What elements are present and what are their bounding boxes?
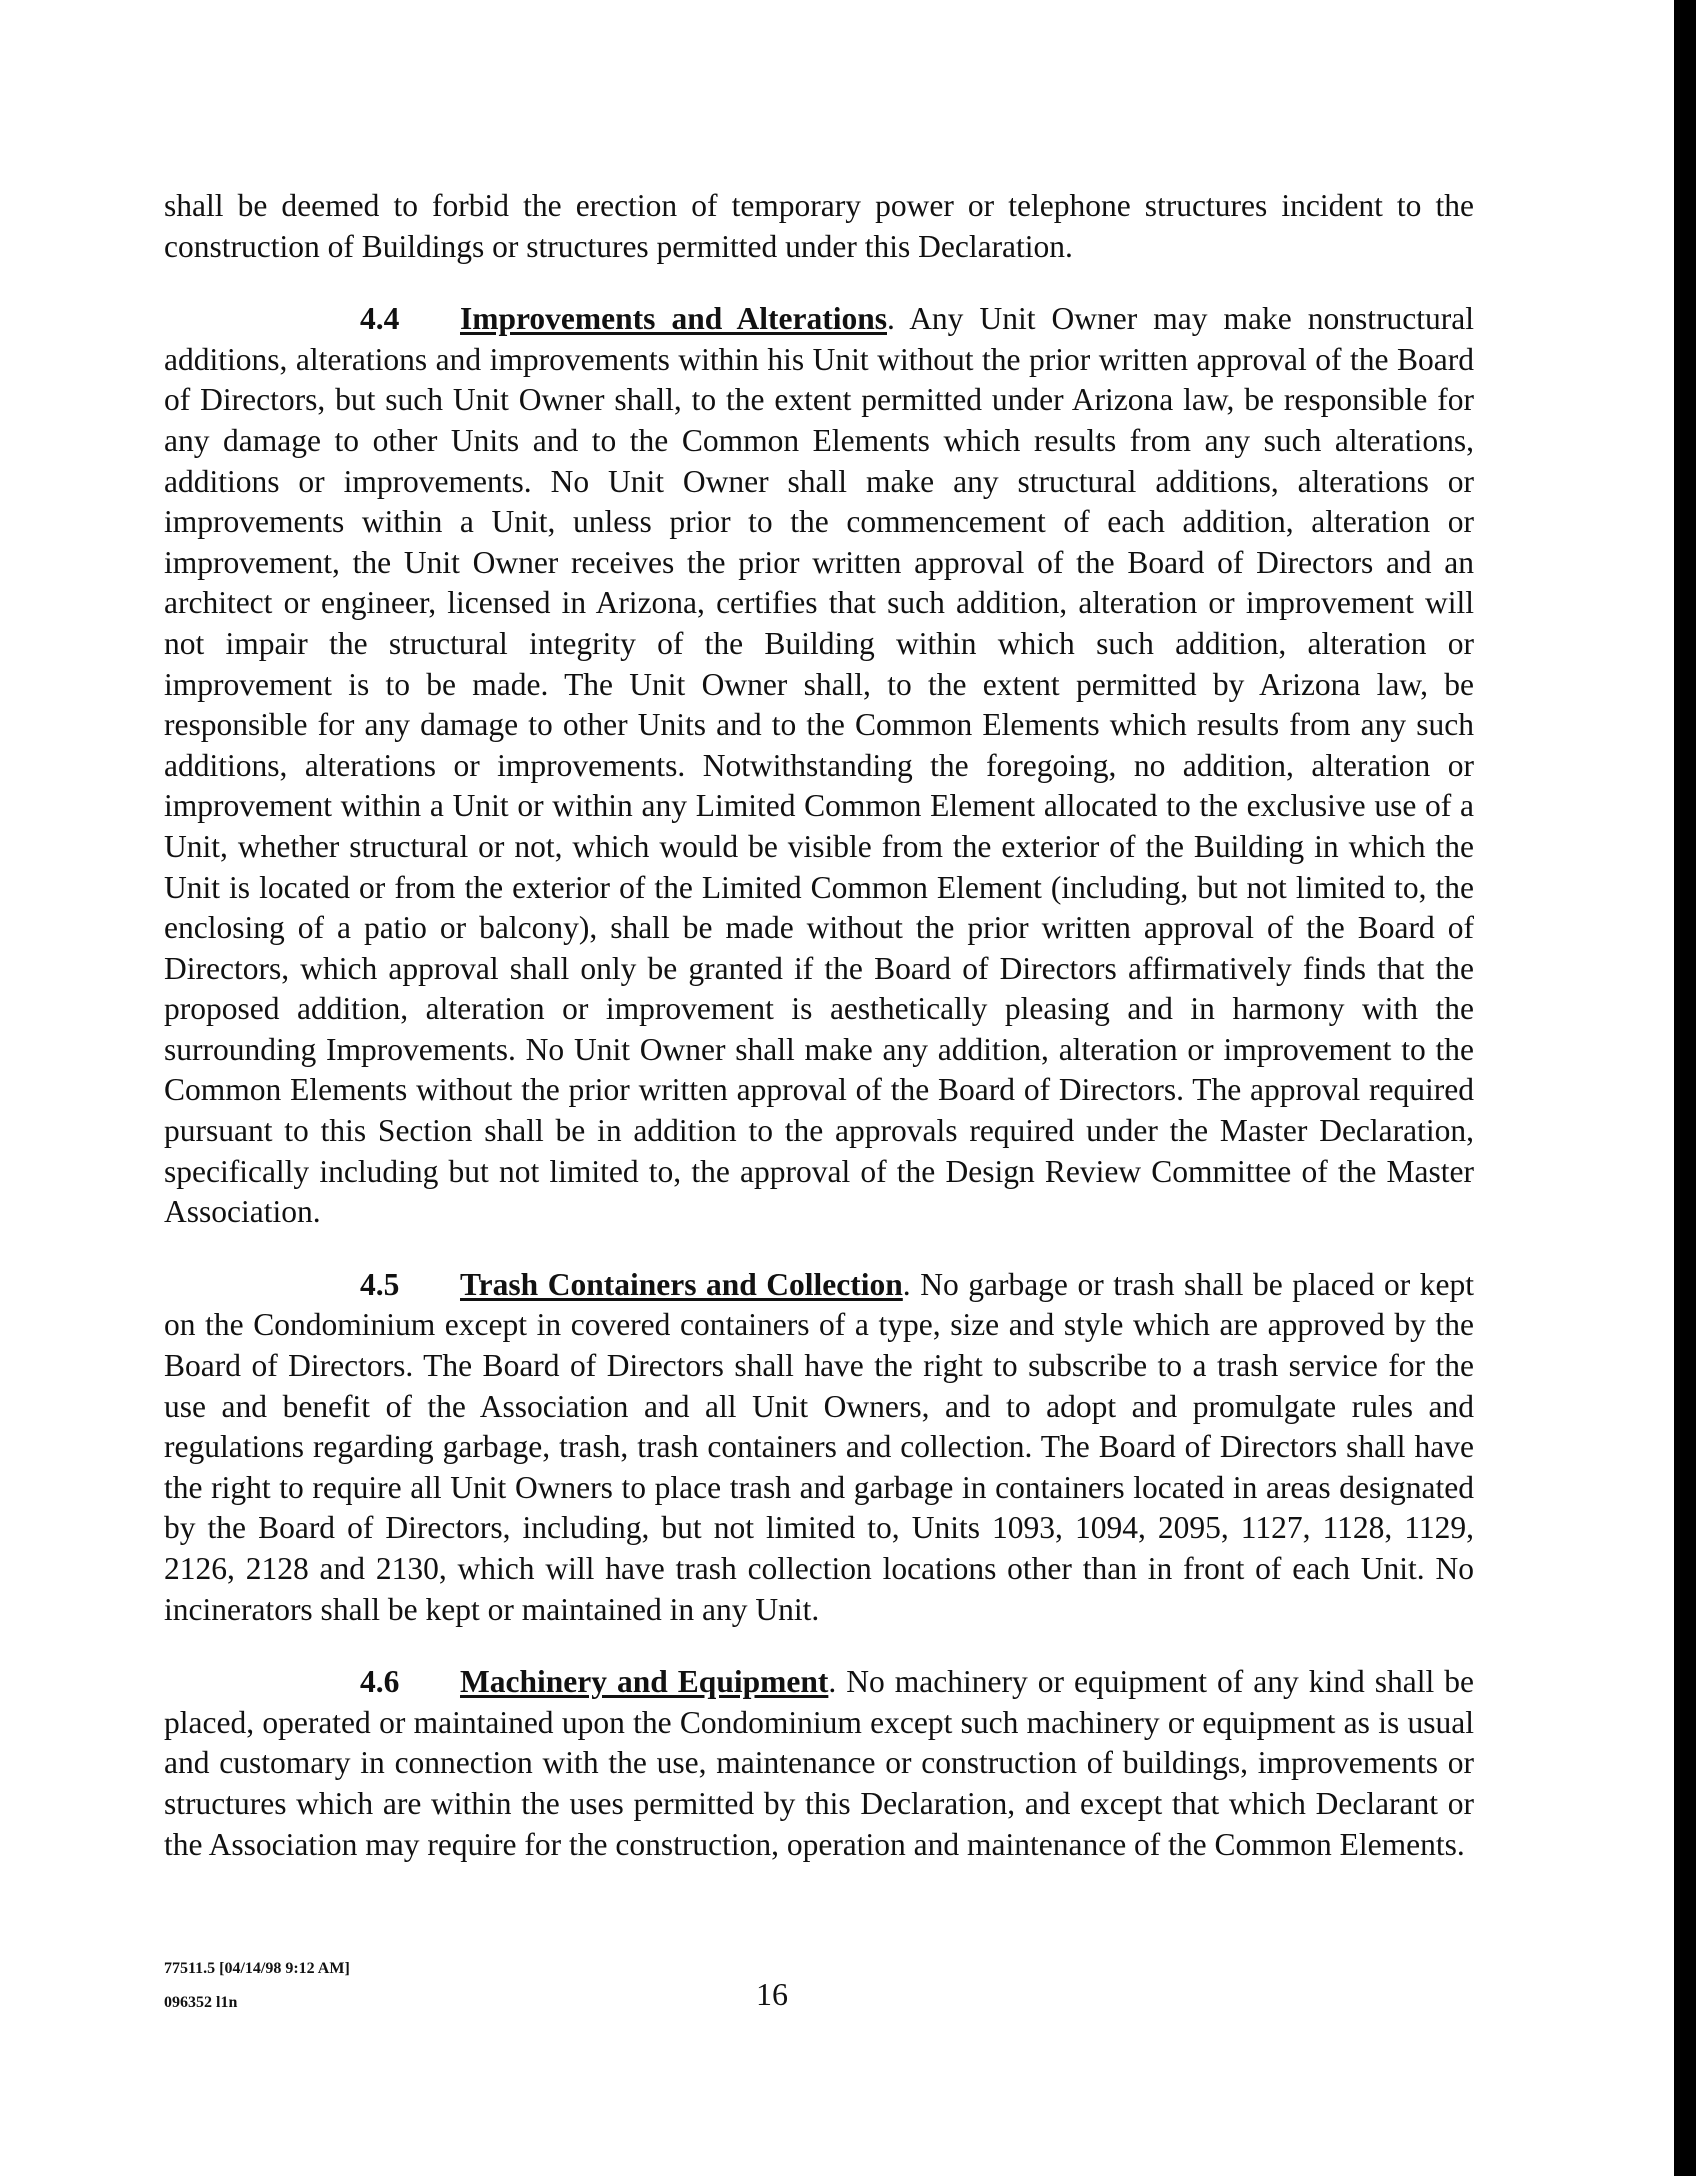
- section-title: Machinery and Equipment: [460, 1664, 829, 1700]
- section-body: No garbage or trash shall be placed or kept on the Condominium except in covered containers of a type, size and style which are approved by the Board of Directors. The Board of Directors shall have the right to subscribe to a trash service for the use and benefit of the Association and all Unit Owners, and to adopt and promulgate rules and regulations regarding garbage, trash, trash containers and collection. The Board of Directors shall have the right to require all Unit Owners to place trash and garbage in containers located in areas designated by the Board of Directors, including, but not limited to, Units 1093, 1094, 2095, 1127, 1128, 1129, 2126, 2128 and 2130, which will have trash collection locations other than in front of each Unit. No incinerators shall be kept or maintained in any Unit.: [164, 1266, 1474, 1627]
- intro-paragraph: shall be deemed to forbid the erection of temporary power or telephone structures incident to the construction of Buildings or structures permitted under this Declaration.: [164, 188, 1474, 264]
- section-4-5: [164, 1265, 1474, 1630]
- scan-edge-bar: [1674, 0, 1696, 2176]
- body-text: [164, 186, 1474, 1865]
- page-number: 16: [756, 1976, 788, 2012]
- section-4-4: [164, 299, 1474, 1233]
- footer-doc-code: 096352 l1n: [164, 1994, 238, 2011]
- section-body: Any Unit Owner may make nonstructural additions, alterations and improvements within his Unit without the prior written approval of the Board of Directors, but such Unit Owner shall, to the extent permitted under Arizona law, be responsible for any damage to other Units and to the Common Elements which results from any such alterations, additions or improvements. No Unit Owner shall make any structural additions, alterations or improvements within a Unit, unless prior to the commencement of each addition, alteration or improvement, the Unit Owner receives the prior written approval of the Board of Directors and an architect or engineer, licensed in Arizona, certifies that such addition, alteration or improvement will not impair the structural integrity of the Building within which such addition, alteration or improvement is to be made. The Unit Owner shall, to the extent permitted by Arizona law, be responsible for any damage to other Units and to the Common Elements which results from any such additions, alterations or improvements. Notwithstanding the foregoing, no addition, alteration or improvement within a Unit or within any Limited Common Element allocated to the exclusive use of a Unit, whether structural or not, which would be visible from the exterior of the Building in which the Unit is located or from the exterior of the Limited Common Element (including, but not limited to, the enclosing of a patio or balcony), shall be made without the prior written approval of the Board of Directors, which approval shall only be granted if the Board of Directors affirmatively finds that the proposed addition, alteration or improvement is aesthetically pleasing and in harmony with the surrounding Improvements. No Unit Owner shall make any addition, alteration or improvement to the Common Elements without the prior written approval of the Board of Directors. The approval required pursuant to this Section shall be in addition to the approvals required under the Master Declaration, specifically including but not limited to, the approval of the Design Review Committee of the Master Association.: [164, 301, 1475, 1230]
- section-number: 4.4: [360, 301, 400, 337]
- section-title: Trash Containers and Collection: [460, 1266, 903, 1302]
- section-title-period: .: [902, 1266, 911, 1302]
- section-body: No machinery or equipment of any kind shall be placed, operated or maintained upon the Condominium except such machinery or equipment as is usual and customary in connection with the use, maintenance or construction of buildings, improvements or structures which are within the uses permitted by this Declaration, and except that which Declarant or the Association may require for the construction, operation and maintenance of the Common Elements.: [164, 1664, 1474, 1862]
- section-title-period: .: [828, 1664, 837, 1700]
- section-title-period: .: [887, 301, 895, 337]
- section-title: Improvements and Alterations: [460, 301, 887, 337]
- section-number: 4.6: [360, 1664, 400, 1700]
- footer-doc-id: 77511.5 [04/14/98 9:12 AM]: [164, 1960, 350, 1977]
- section-number: 4.5: [360, 1266, 400, 1302]
- section-4-6: [164, 1662, 1474, 1865]
